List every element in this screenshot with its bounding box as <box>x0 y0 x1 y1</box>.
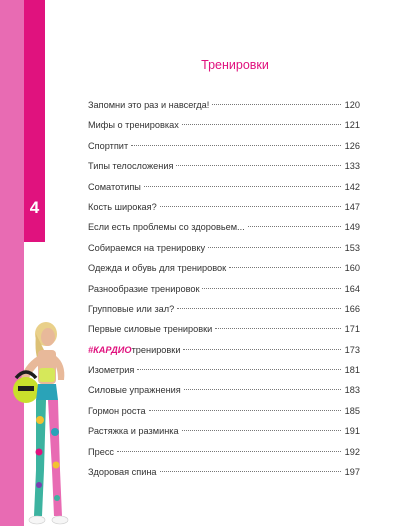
toc-leader-dots <box>229 267 341 268</box>
toc-entry-text: Соматотипы <box>88 181 141 192</box>
toc-leader-dots <box>202 288 341 289</box>
toc-leader-dots <box>177 308 341 309</box>
toc-entry-title <box>88 118 179 132</box>
toc-page-number: 191 <box>344 426 360 437</box>
toc-entry[interactable] <box>88 180 360 200</box>
toc-leader-dots <box>117 451 341 452</box>
toc-entry-title <box>88 302 174 316</box>
toc-page-number: 149 <box>344 222 360 233</box>
toc-entry[interactable] <box>88 465 360 485</box>
toc-entry[interactable] <box>88 404 360 424</box>
toc-entry[interactable] <box>88 282 360 302</box>
athlete-illustration <box>8 320 80 526</box>
toc-page-number: 166 <box>344 303 360 314</box>
toc-page-number: 160 <box>344 263 360 274</box>
toc-entry-title <box>88 139 128 153</box>
toc-entry-text: Типы телосложения <box>88 161 174 172</box>
toc-entry-text: Групповые или зал? <box>88 303 175 314</box>
toc-page-number: 185 <box>344 405 360 416</box>
toc-page-number: 142 <box>344 181 360 192</box>
toc-entry[interactable] <box>88 322 360 342</box>
toc-page-number: 126 <box>344 140 360 151</box>
toc-entry[interactable] <box>88 383 360 403</box>
toc-entry-title <box>88 363 134 377</box>
toc-entry-text: Собираемся на тренировку <box>88 242 206 253</box>
toc-entry-title <box>88 180 141 194</box>
toc-entry-title <box>88 343 180 357</box>
chapter-number: 4 <box>29 198 40 217</box>
toc-entry-title <box>88 465 157 479</box>
toc-entry-hashtag: #КАРДИО <box>88 344 132 355</box>
toc-leader-dots <box>131 145 341 146</box>
toc-leader-dots <box>137 369 341 370</box>
table-of-contents <box>88 98 360 485</box>
toc-page-number: 197 <box>344 467 360 478</box>
toc-entry-title <box>88 322 212 336</box>
toc-entry-title <box>88 241 205 255</box>
toc-entry-text: Одежда и обувь для тренировок <box>88 263 227 274</box>
toc-entry-text: Если есть проблемы со здоровьем... <box>88 222 245 233</box>
toc-entry[interactable] <box>88 363 360 383</box>
toc-entry-text: Изометрия <box>88 365 135 376</box>
toc-page-number: 192 <box>344 446 360 457</box>
toc-entry[interactable] <box>88 98 360 118</box>
toc-leader-dots <box>182 430 341 431</box>
toc-entry[interactable] <box>88 159 360 179</box>
toc-leader-dots <box>160 471 341 472</box>
toc-entry[interactable] <box>88 445 360 465</box>
toc-page-number: 133 <box>344 161 360 172</box>
toc-entry-title <box>88 200 157 214</box>
toc-leader-dots <box>248 226 341 227</box>
toc-page-number: 171 <box>344 324 360 335</box>
toc-entry-text: Гормон роста <box>88 405 146 416</box>
toc-entry-title <box>88 98 209 112</box>
toc-page-number: 153 <box>344 242 360 253</box>
toc-entry[interactable] <box>88 200 360 220</box>
toc-page-number: 121 <box>344 120 360 131</box>
toc-entry[interactable] <box>88 139 360 159</box>
toc-leader-dots <box>149 410 341 411</box>
toc-page-number: 164 <box>344 283 360 294</box>
chapter-title: Тренировки <box>201 58 269 72</box>
toc-leader-dots <box>212 104 341 105</box>
toc-entry-text: Пресс <box>88 446 115 457</box>
toc-entry-text: Запомни это раз и навсегда! <box>88 100 210 110</box>
toc-entry[interactable] <box>88 220 360 240</box>
toc-leader-dots <box>182 124 341 125</box>
toc-entry[interactable] <box>88 302 360 322</box>
toc-leader-dots <box>208 247 341 248</box>
toc-page-number: 183 <box>344 385 360 396</box>
toc-entry-title <box>88 282 199 296</box>
toc-entry[interactable] <box>88 424 360 444</box>
toc-entry-title <box>88 159 173 173</box>
toc-entry-text: Здоровая спина <box>88 467 157 478</box>
toc-leader-dots <box>176 165 341 166</box>
toc-leader-dots <box>215 328 341 329</box>
toc-entry-title <box>88 424 179 438</box>
toc-entry[interactable] <box>88 241 360 261</box>
toc-leader-dots <box>160 206 341 207</box>
toc-page-number: 120 <box>344 100 360 110</box>
toc-leader-dots <box>184 389 341 390</box>
toc-entry-text: Кость широкая? <box>88 201 157 212</box>
toc-entry-text: Мифы о тренировках <box>88 120 179 131</box>
toc-entry-title <box>88 445 114 459</box>
toc-leader-dots <box>144 186 341 187</box>
toc-leader-dots <box>183 349 341 350</box>
toc-entry[interactable] <box>88 261 360 281</box>
toc-page-number: 147 <box>344 201 360 212</box>
toc-entry-text: Первые силовые тренировки <box>88 324 213 335</box>
toc-entry-text: тренировки <box>131 344 181 355</box>
toc-entry-text: Силовые упражнения <box>88 385 181 396</box>
toc-entry-title <box>88 404 146 418</box>
toc-entry-text: Разнообразие тренировок <box>88 283 200 294</box>
toc-page-number: 173 <box>344 344 360 355</box>
toc-entry[interactable] <box>88 343 360 363</box>
toc-entry-title <box>88 383 181 397</box>
toc-entry[interactable] <box>88 118 360 138</box>
toc-entry-title <box>88 261 226 275</box>
toc-page-number: 181 <box>344 365 360 376</box>
toc-entry-text: Спортпит <box>88 140 129 151</box>
toc-entry-title <box>88 220 245 234</box>
toc-entry-text: Растяжка и разминка <box>88 426 179 437</box>
